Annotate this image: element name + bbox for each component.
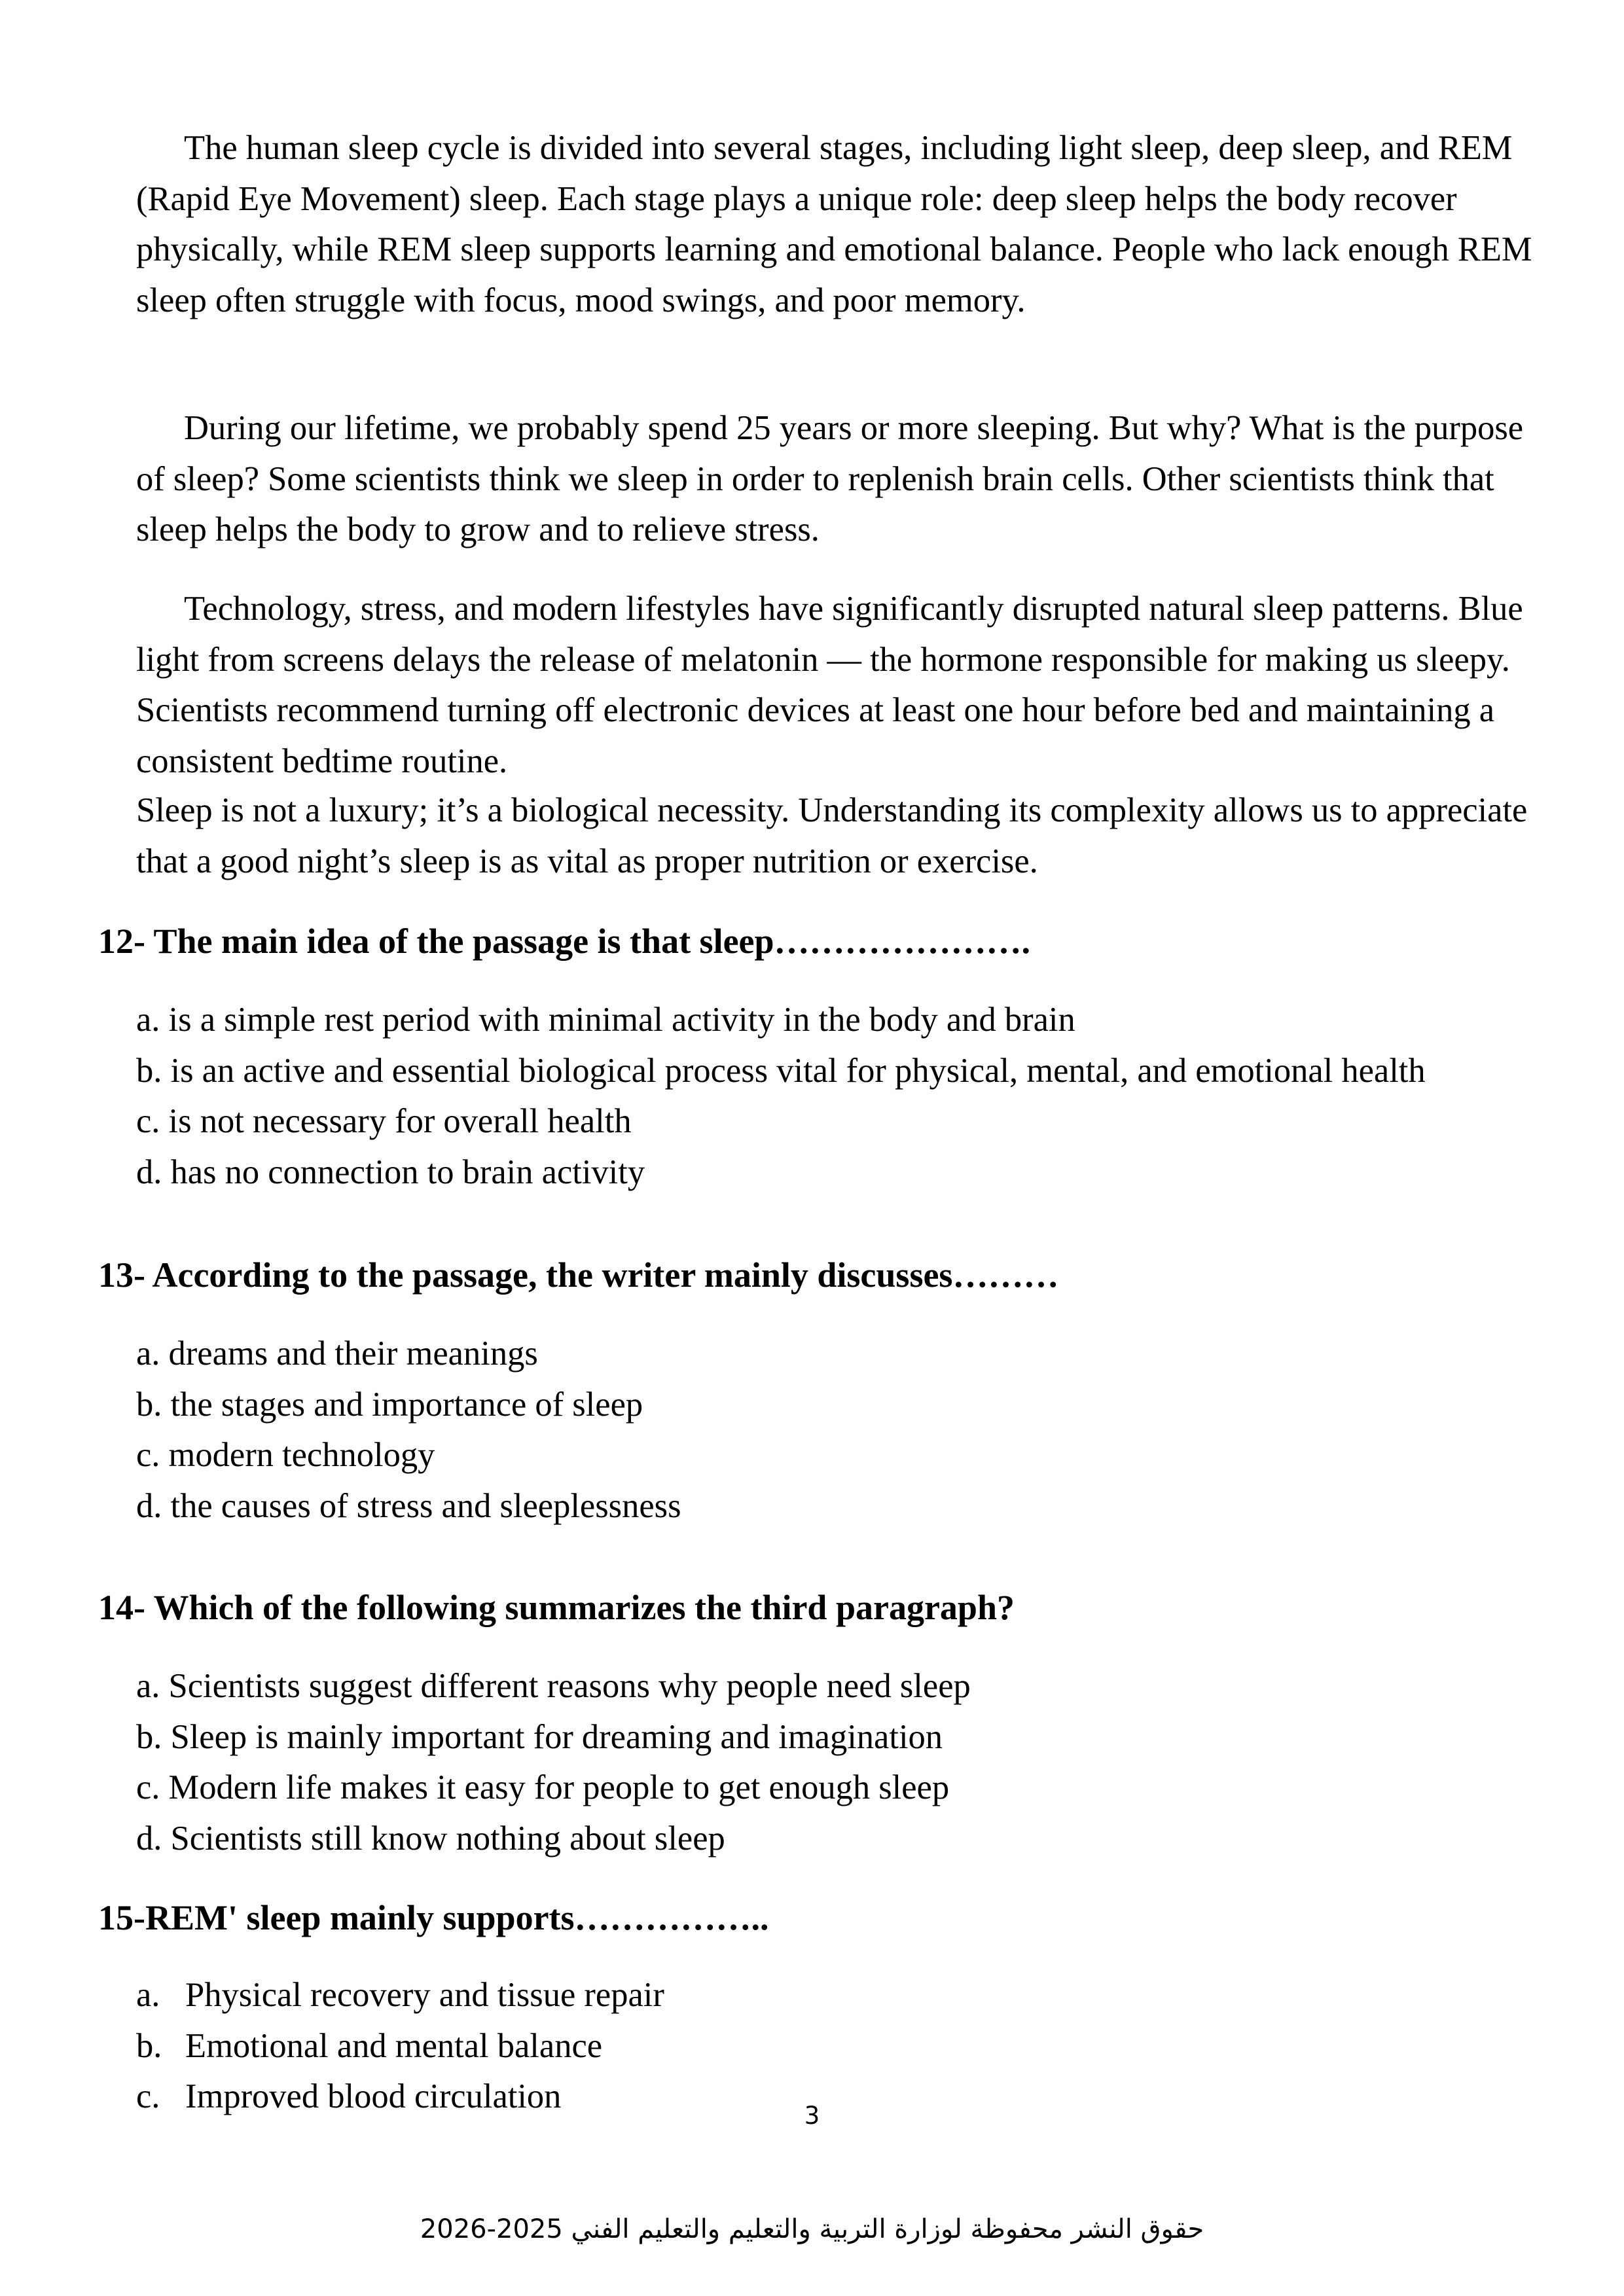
question-12-option-d[interactable]: d. has no connection to brain activity: [136, 1153, 645, 1191]
question-14-option-c[interactable]: c. Modern life makes it easy for people to get enough sleep: [136, 1768, 950, 1806]
passage-paragraph-3: Technology, stress, and modern lifestyles have significantly disrupted natural sleep patterns. Blue light from screens delays the release of melatonin — the hormone responsible for making us sleepy. Scientists recommend turning off electronic devices at least one hour before bed and maintaining a consistent bedtime routine.: [136, 590, 1523, 780]
question-13-option-d[interactable]: d. the causes of stress and sleeplessness: [136, 1486, 681, 1525]
question-15-option-b[interactable]: [136, 2021, 1543, 2072]
passage-paragraph-2: During our lifetime, we probably spend 25 years or more sleeping. But why? What is the purpose of sleep? Some scientists think we sleep in order to replenish brain cells. Other scientists think that sleep helps the body to grow and to relieve stress.: [136, 409, 1524, 548]
copyright-footer: حقوق النشر محفوظة لوزارة التربية والتعليم والتعليم الفني 2025-2026: [420, 2214, 1204, 2244]
passage-paragraph-4: Sleep is not a luxury; it’s a biological necessity. Understanding its complexity allows us to appreciate that a good night’s sleep is as vital as proper nutrition or exercise.: [136, 791, 1528, 880]
page-number: 3: [804, 2102, 820, 2130]
passage-paragraph-1: The human sleep cycle is divided into several stages, including light sleep, deep sleep, and REM (Rapid Eye Movement) sleep. Each stage plays a unique role: deep sleep helps the body recover physically, while REM sleep supports learning and emotional balance. People who lack enough REM sleep often struggle with focus, mood swings, and poor memory.: [136, 129, 1532, 319]
question-14-stem: 14- Which of the following summarizes the third paragraph?: [98, 1588, 1015, 1627]
question-14-option-a[interactable]: a. Scientists suggest different reasons why people need sleep: [136, 1667, 971, 1705]
question-13-option-b[interactable]: b. the stages and importance of sleep: [136, 1385, 643, 1424]
option-letter: a.: [136, 1976, 160, 2014]
question-14-options: [136, 1661, 1543, 1864]
question-13-stem: 13- According to the passage, the writer mainly discusses………: [98, 1255, 1059, 1295]
option-letter: c.: [136, 2077, 160, 2115]
question-15-stem: 15-REM' sleep mainly supports……………..: [98, 1898, 769, 1937]
question-14-option-d[interactable]: d. Scientists still know nothing about sleep: [136, 1819, 725, 1857]
question-12-option-b[interactable]: b. is an active and essential biological process vital for physical, mental, and emotional health: [136, 1051, 1426, 1090]
question-12-option-a[interactable]: a. is a simple rest period with minimal activity in the body and brain: [136, 1001, 1075, 1039]
option-text: Physical recovery and tissue repair: [185, 1976, 664, 2014]
question-12-options: [136, 995, 1543, 1198]
option-text: Improved blood circulation: [185, 2077, 562, 2115]
question-13-options: [136, 1329, 1543, 1532]
question-12-stem: 12- The main idea of the passage is that sleep………………….: [98, 922, 1031, 961]
question-12-option-c[interactable]: c. is not necessary for overall health: [136, 1102, 632, 1140]
question-13-option-c[interactable]: c. modern technology: [136, 1436, 435, 1474]
question-15-option-a[interactable]: [136, 1970, 1543, 2021]
question-13-option-a[interactable]: a. dreams and their meanings: [136, 1335, 538, 1372]
question-14-option-b[interactable]: b. Sleep is mainly important for dreaming and imagination: [136, 1717, 943, 1756]
option-text: Emotional and mental balance: [185, 2026, 603, 2065]
option-letter: b.: [136, 2026, 162, 2065]
